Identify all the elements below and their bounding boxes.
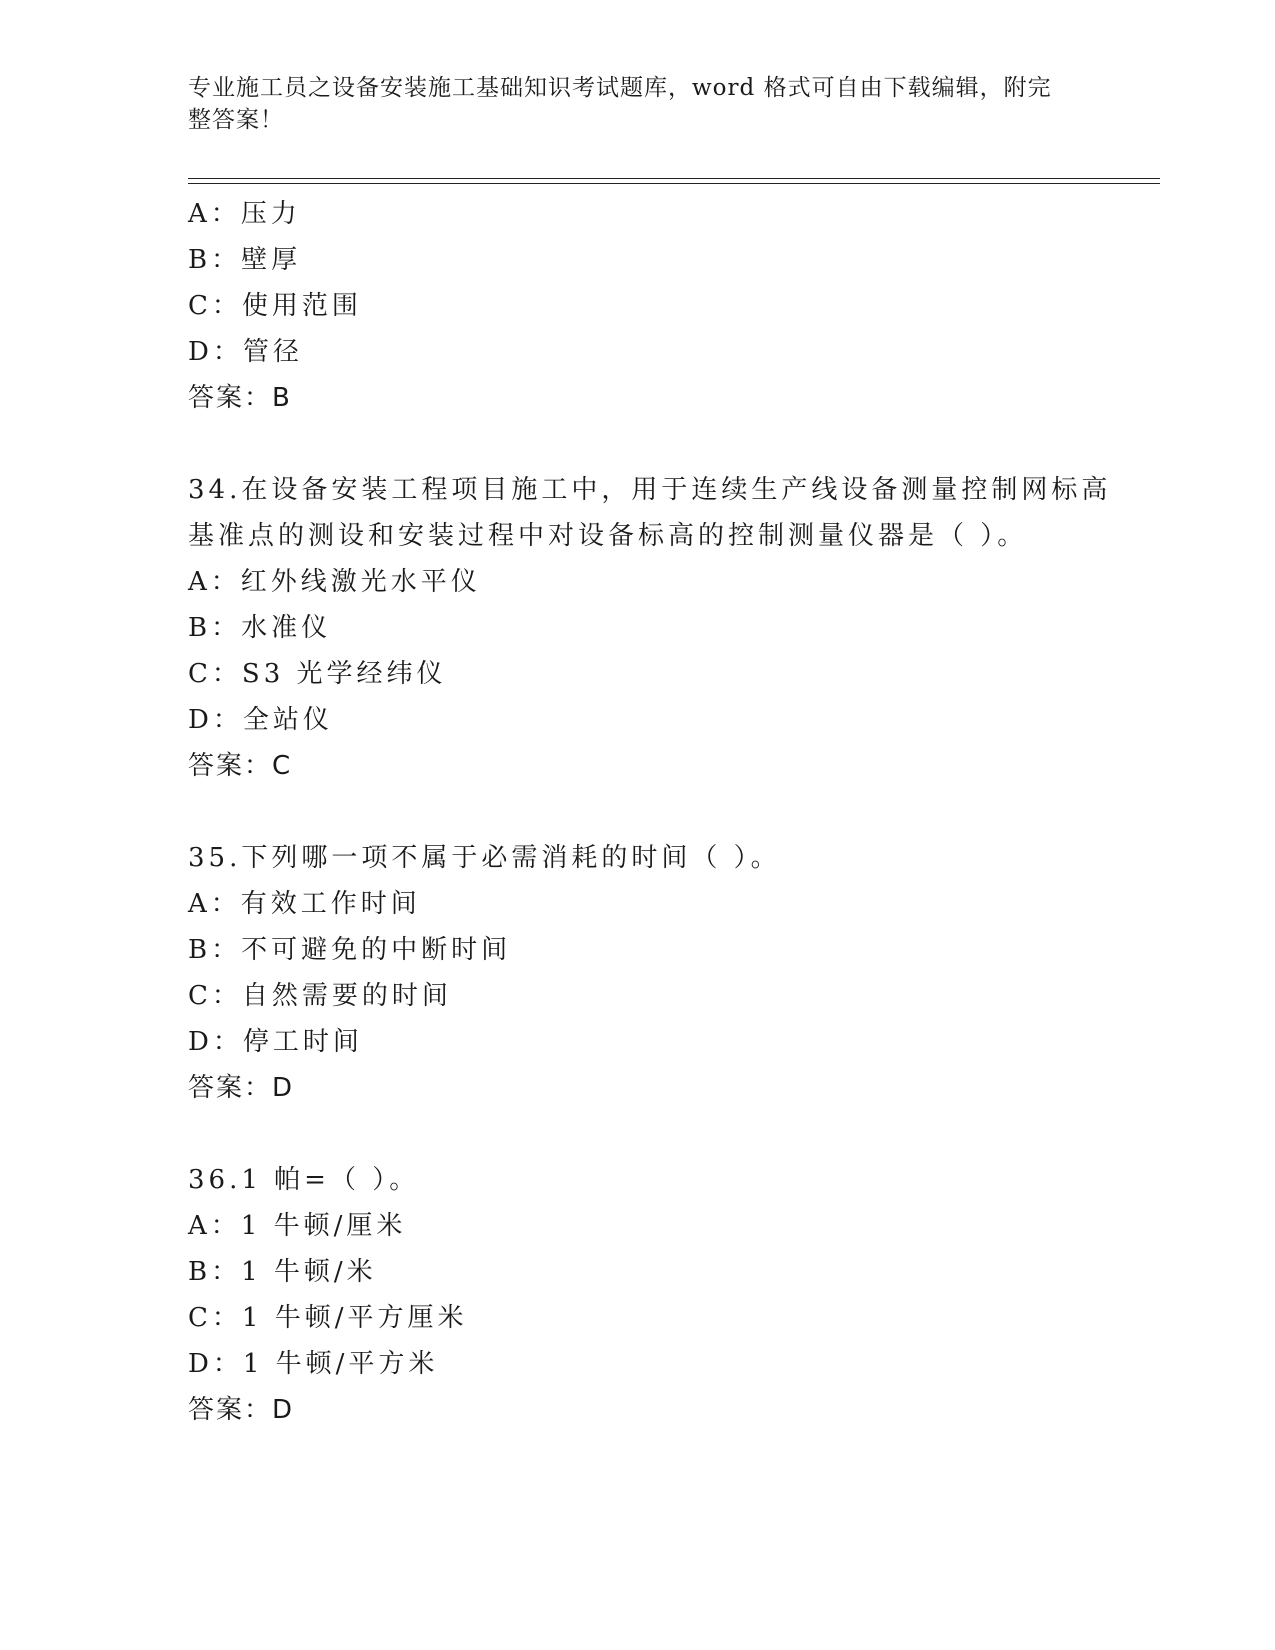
option-c: C：1 牛顿/平方厘米 — [188, 1303, 468, 1333]
option-a: A：1 牛顿/厘米 — [188, 1211, 407, 1241]
option-c: C：使用范围 — [188, 291, 362, 321]
question-36 — [188, 1157, 1088, 1433]
spacer — [188, 789, 1088, 835]
option-a: A：红外线激光水平仪 — [188, 567, 481, 597]
option-b: B：壁厚 — [188, 245, 302, 275]
answer: 答案：D — [188, 1395, 295, 1425]
question-stem-continued: 基准点的测设和安装过程中对设备标高的控制测量仪器是（ ）。 — [188, 521, 1028, 551]
option-d: D：1 牛顿/平方米 — [188, 1349, 439, 1379]
document-header: 专业施工员之设备安装施工基础知识考试题库，word 格式可自由下载编辑，附完整答案！ — [188, 75, 1052, 133]
spacer — [188, 1111, 1088, 1157]
question-list — [188, 191, 1112, 1433]
question-33-continuation — [188, 191, 1088, 421]
question-stem: 34.在设备安装工程项目施工中，用于连续生产线设备测量控制网标高 — [188, 475, 1112, 505]
option-d: D：全站仪 — [188, 705, 333, 735]
option-d: D：管径 — [188, 337, 303, 367]
option-b: B：不可避免的中断时间 — [188, 935, 512, 965]
question-34 — [188, 467, 1112, 789]
spacer — [188, 421, 1088, 467]
option-b: B：1 牛顿/米 — [188, 1257, 377, 1287]
option-c: C：自然需要的时间 — [188, 981, 452, 1011]
header-divider-bottom — [188, 183, 1160, 184]
option-c: C：S3 光学经纬仪 — [188, 659, 447, 689]
answer: 答案：D — [188, 1073, 295, 1103]
option-a: A：压力 — [188, 199, 301, 229]
answer: 答案：B — [188, 383, 292, 413]
question-35 — [188, 835, 1088, 1111]
option-a: A：有效工作时间 — [188, 889, 421, 919]
header-divider-top — [188, 178, 1160, 179]
option-b: B：水准仪 — [188, 613, 332, 643]
answer: 答案：C — [188, 751, 293, 781]
question-stem: 36.1 帕=（ ）。 — [188, 1165, 420, 1195]
question-stem: 35.下列哪一项不属于必需消耗的时间（ ）。 — [188, 843, 781, 873]
option-d: D：停工时间 — [188, 1027, 363, 1057]
